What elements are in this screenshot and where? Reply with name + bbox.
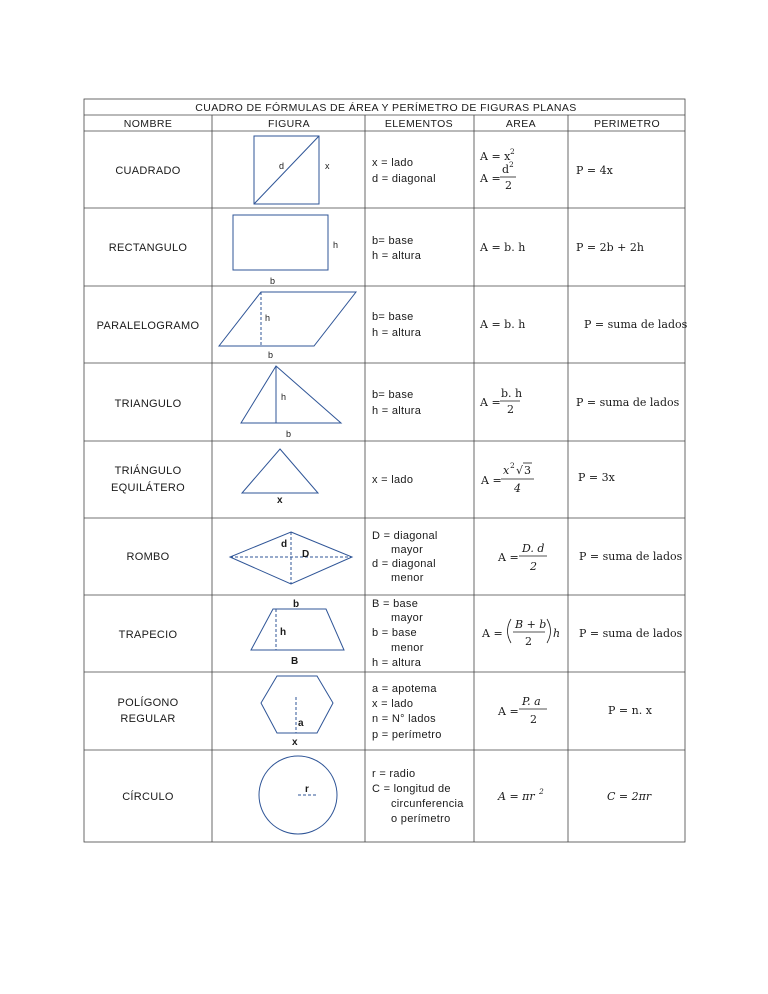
rectangle-figure: [233, 215, 338, 286]
svg-text:A =: A =: [480, 172, 501, 185]
label-h: h: [265, 313, 271, 323]
area-formula: [497, 695, 547, 726]
svg-text:A = πr: A = πr: [498, 790, 535, 803]
triangle-figure: [241, 366, 341, 439]
label-x: x: [277, 495, 283, 506]
rhombus-figure: [230, 532, 352, 584]
label-h: h: [333, 240, 339, 250]
svg-text:d: d: [502, 163, 510, 176]
svg-text:3: 3: [524, 464, 531, 477]
page-title: CUADRO DE FÓRMULAS DE ÁREA Y PERÍMETRO DE FIGURAS PLANAS: [195, 102, 577, 114]
svg-text:2: 2: [510, 147, 515, 156]
perimeter-formula: P = suma de lados: [584, 318, 688, 331]
perimeter-formula: P = suma de lados: [579, 627, 683, 640]
area-formula: [481, 618, 560, 648]
element-line: x = lado: [372, 698, 414, 710]
square-figure: [254, 136, 330, 204]
label-b: b: [293, 599, 300, 610]
svg-text:2: 2: [530, 560, 537, 573]
row-name-line1: TRIÁNGULO: [114, 465, 182, 477]
label-x: x: [325, 161, 330, 171]
element-line: menor: [391, 642, 424, 654]
label-d: d: [281, 539, 288, 550]
equilateral-triangle-figure: [242, 449, 318, 506]
label-r: r: [305, 784, 309, 795]
row-name: CUADRADO: [115, 165, 181, 177]
element-line: a = apotema: [372, 683, 437, 695]
label-b: b: [286, 429, 292, 439]
row-name: PARALELOGRAMO: [96, 320, 200, 332]
row-triangulo: [115, 366, 680, 439]
trapezoid-figure: [251, 599, 344, 667]
area-formula: A = b. h: [480, 318, 526, 331]
header-elementos: ELEMENTOS: [384, 118, 454, 130]
svg-text:x: x: [503, 464, 510, 477]
element-line: p = perímetro: [372, 729, 442, 741]
svg-text:A =: A =: [481, 474, 502, 487]
area-formula: [479, 147, 516, 192]
element-line: b = base: [372, 627, 417, 639]
svg-text:D. d: D. d: [522, 542, 545, 555]
svg-text:√: √: [516, 464, 524, 477]
svg-text:2: 2: [507, 403, 514, 416]
svg-text:h: h: [553, 627, 561, 640]
element-line: b= base: [372, 311, 414, 323]
label-D: D: [302, 549, 310, 560]
header-nombre: NOMBRE: [123, 118, 173, 130]
area-formula: [497, 787, 544, 803]
element-line: b= base: [372, 389, 414, 401]
label-h: h: [280, 627, 287, 638]
row-rectangulo: [109, 215, 644, 286]
perimeter-formula: P = suma de lados: [579, 550, 683, 563]
element-line: h = altura: [372, 327, 422, 339]
element-line: x = lado: [372, 157, 414, 169]
label-d: d: [279, 161, 285, 171]
perimeter-formula: P = 2b + 2h: [576, 241, 644, 254]
row-name: TRIANGULO: [114, 398, 182, 410]
parallelogram-figure: [219, 292, 356, 360]
element-line: B = base: [372, 598, 419, 610]
svg-text:A = x: A = x: [480, 150, 511, 163]
element-line: mayor: [391, 612, 424, 624]
row-cuadrado: [115, 136, 613, 204]
svg-text:2: 2: [530, 713, 537, 726]
svg-text:A =: A =: [482, 627, 503, 640]
row-name: CÍRCULO: [122, 791, 174, 803]
area-formula: [480, 461, 534, 495]
svg-text:b. h: b. h: [501, 387, 523, 400]
label-b: b: [268, 350, 274, 360]
perimeter-formula: P = suma de lados: [576, 396, 680, 409]
element-line: b= base: [372, 235, 414, 247]
perimeter-formula: P = 4x: [576, 164, 613, 177]
element-line: C = longitud de: [372, 783, 451, 795]
perimeter-formula: C = 2πr: [607, 790, 652, 803]
element-line: h = altura: [372, 657, 422, 669]
element-line: mayor: [391, 544, 424, 556]
hexagon-figure: [261, 676, 333, 748]
row-name-line1: POLÍGONO: [117, 697, 179, 709]
row-rombo: [126, 530, 682, 584]
header-area: AREA: [505, 118, 537, 130]
element-line: D = diagonal: [372, 530, 438, 542]
svg-text:2: 2: [509, 160, 514, 169]
svg-text:2: 2: [525, 635, 532, 648]
element-line: circunferencia: [391, 798, 464, 810]
svg-text:2: 2: [505, 179, 512, 192]
label-x: x: [292, 737, 298, 748]
row-name: RECTANGULO: [108, 242, 188, 254]
row-paralelogramo: [97, 292, 688, 360]
element-line: o perímetro: [391, 813, 451, 825]
element-line: h = altura: [372, 250, 422, 262]
svg-text:A =: A =: [498, 705, 519, 718]
row-circulo: [122, 756, 652, 834]
svg-text:4: 4: [514, 482, 521, 495]
element-line: r = radio: [372, 768, 416, 780]
svg-text:B + b: B + b: [515, 618, 547, 631]
area-formula: [497, 542, 547, 573]
svg-text:2: 2: [510, 461, 515, 470]
header-figura: FIGURA: [267, 118, 311, 130]
label-b: b: [270, 276, 276, 286]
label-a: a: [298, 718, 304, 729]
perimeter-formula: P = 3x: [578, 471, 615, 484]
row-trapecio: [119, 598, 683, 669]
row-name: ROMBO: [126, 551, 170, 563]
svg-text:A =: A =: [498, 551, 519, 564]
element-line: h = altura: [372, 405, 422, 417]
svg-text:P. a: P. a: [522, 695, 541, 708]
row-equilatero: [111, 449, 616, 506]
element-line: x = lado: [372, 474, 414, 486]
header-perimetro: PERIMETRO: [593, 118, 661, 130]
row-poligono: [117, 676, 652, 748]
area-formula: A = b. h: [480, 241, 526, 254]
perimeter-formula: P = n. x: [608, 704, 652, 717]
svg-text:A =: A =: [480, 396, 501, 409]
row-name-line2: EQUILÁTERO: [111, 482, 185, 494]
element-line: menor: [391, 572, 424, 584]
row-name: TRAPECIO: [118, 629, 178, 641]
circle-figure: [259, 756, 337, 834]
label-h: h: [281, 392, 287, 402]
element-line: d = diagonal: [372, 173, 436, 185]
area-formula: [479, 387, 522, 416]
element-line: d = diagonal: [372, 558, 436, 570]
row-name-line2: REGULAR: [120, 713, 176, 725]
label-B: B: [291, 656, 299, 667]
element-line: n = N° lados: [372, 713, 436, 725]
svg-text:2: 2: [539, 787, 544, 796]
